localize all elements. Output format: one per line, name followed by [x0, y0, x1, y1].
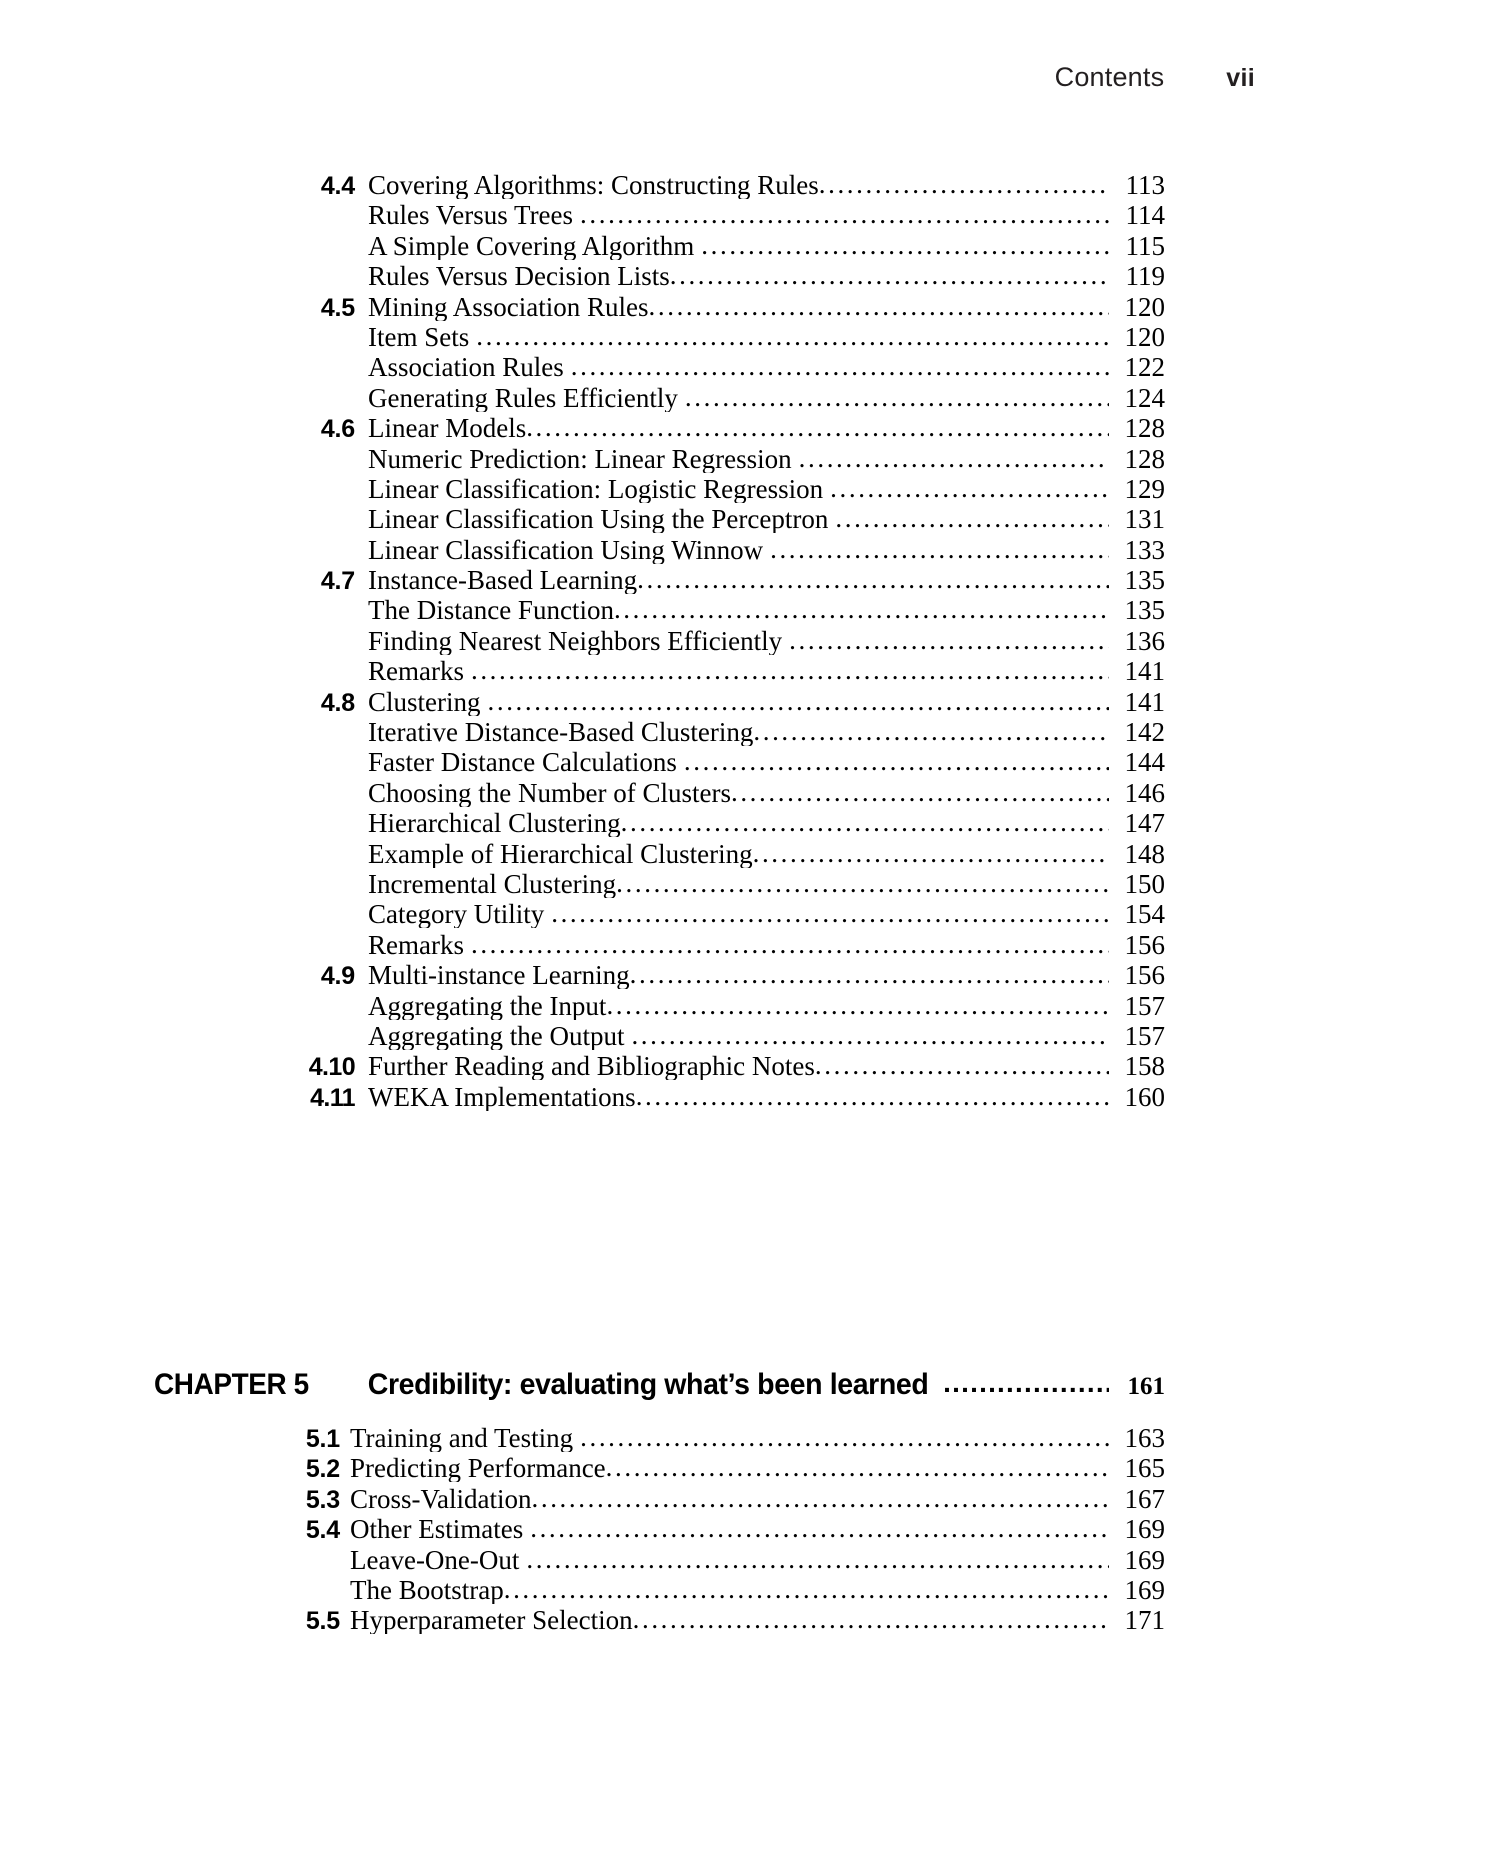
toc-entry-body: [355, 263, 1165, 290]
toc-entry-page-number: 165: [1124, 1455, 1165, 1483]
chapter-title-wrap: [320, 1368, 1165, 1402]
dot-leader: [471, 658, 1109, 684]
toc-entry[interactable]: [0, 1516, 1165, 1546]
toc-entry[interactable]: [0, 658, 1165, 688]
running-head-label: Contents: [1054, 62, 1165, 92]
toc-entry-body: [355, 385, 1165, 412]
dot-leader: [753, 841, 1109, 867]
toc-entry[interactable]: [0, 415, 1165, 445]
toc-entry-title: Predicting Performance: [350, 1455, 606, 1483]
toc-entry-title: The Bootstrap: [350, 1576, 504, 1604]
toc-entry-page-number: 167: [1124, 1485, 1165, 1513]
toc-entry-page-number: 157: [1124, 1022, 1165, 1050]
dot-leader: [789, 628, 1109, 654]
dot-leader: [701, 233, 1109, 259]
toc-entry-number: 5.3: [305, 1485, 340, 1514]
dot-leader: [636, 1084, 1109, 1110]
toc-entry[interactable]: [0, 871, 1165, 901]
toc-entry-title: Multi-instance Learning: [368, 962, 630, 990]
toc-entry-body: [355, 202, 1165, 229]
toc-entry-page-number: 136: [1124, 627, 1165, 655]
toc-entry[interactable]: [0, 202, 1165, 232]
toc-entry-body: [355, 993, 1165, 1020]
toc-entry-body: [340, 1607, 1165, 1634]
toc-entry-page-number: 157: [1124, 992, 1165, 1020]
toc-entry-page-number: 131: [1124, 506, 1165, 534]
dot-leader: [580, 1425, 1109, 1451]
dot-leader: [835, 506, 1109, 532]
toc-entry[interactable]: [0, 749, 1165, 779]
toc-entry-number: 4.4: [320, 172, 355, 200]
toc-entry-body: [355, 233, 1165, 260]
toc-entry[interactable]: [0, 962, 1165, 992]
toc-entry-number: 4.9: [320, 962, 355, 991]
dot-leader: [637, 567, 1109, 593]
toc-entry-title: Instance-Based Learning: [368, 567, 638, 595]
toc-entry-title: Rules Versus Trees: [368, 202, 574, 230]
toc-entry-body: [355, 294, 1165, 321]
toc-entry-body: [355, 415, 1165, 442]
toc-entry-page-number: 158: [1124, 1053, 1165, 1081]
toc-entry-number: 4.11: [310, 1083, 355, 1112]
toc-entry-body: [355, 324, 1165, 351]
toc-entry-page-number: 135: [1124, 597, 1165, 625]
toc-entry-title: WEKA Implementations: [368, 1083, 636, 1111]
toc-entry[interactable]: [0, 901, 1165, 931]
toc-entry-body: [355, 658, 1165, 685]
dot-leader: [530, 1516, 1109, 1542]
toc-entry[interactable]: [0, 932, 1165, 962]
toc-entry-body: [340, 1516, 1165, 1543]
toc-entry-title: Hyperparameter Selection: [350, 1607, 633, 1635]
chapter-heading-row[interactable]: [0, 1368, 1165, 1402]
toc-entry-title: Mining Association Rules: [368, 293, 649, 321]
toc-entry-page-number: 169: [1124, 1516, 1165, 1544]
toc-entry[interactable]: [0, 1425, 1165, 1455]
toc-entry[interactable]: [0, 263, 1165, 293]
toc-entry[interactable]: [0, 1084, 1165, 1114]
toc-entry[interactable]: [0, 1455, 1165, 1485]
toc-entry-number: 5.1: [305, 1425, 340, 1453]
running-head: [0, 62, 1255, 93]
toc-entry-title: Cross-Validation: [350, 1485, 532, 1513]
toc-entry-page-number: 154: [1124, 901, 1165, 929]
toc-entry-number: 5.4: [305, 1516, 340, 1545]
toc-entry[interactable]: [0, 172, 1165, 202]
chapter-page-number: 161: [1127, 1373, 1165, 1400]
toc-entry-page-number: 141: [1124, 688, 1165, 716]
toc-entry-title: Finding Nearest Neighbors Efficiently: [368, 627, 783, 655]
toc-entry-title: Other Estimates: [350, 1516, 524, 1544]
toc-entry-title: Linear Classification: Logistic Regression: [368, 475, 824, 503]
dot-leader: [830, 476, 1109, 502]
toc-entry-page-number: 124: [1124, 384, 1165, 412]
toc-entry-page-number: 128: [1124, 445, 1165, 473]
toc-entry-page-number: 119: [1125, 263, 1165, 291]
toc-entry-title: Item Sets: [368, 323, 470, 351]
dot-leader: [476, 324, 1109, 350]
dot-leader: [621, 810, 1109, 836]
toc-entry-page-number: 169: [1124, 1546, 1165, 1574]
dot-leader: [526, 415, 1109, 441]
toc-entry[interactable]: [0, 233, 1165, 263]
toc-entry-page-number: 163: [1124, 1425, 1165, 1452]
dot-leader: [616, 871, 1109, 897]
toc-entry-body: [355, 841, 1165, 868]
toc-entry-page-number: 148: [1124, 840, 1165, 868]
toc-entry-body: [355, 962, 1165, 989]
toc-entry[interactable]: [0, 294, 1165, 324]
toc-entry-body: [355, 172, 1165, 199]
toc-entry-title: Training and Testing: [350, 1425, 574, 1452]
dot-leader: [630, 962, 1109, 988]
toc-entry[interactable]: [0, 689, 1165, 719]
toc-entry-body: [340, 1455, 1165, 1482]
toc-entry[interactable]: [0, 628, 1165, 658]
toc-entry[interactable]: [0, 506, 1165, 536]
toc-entry-title: Iterative Distance-Based Clustering: [368, 719, 754, 747]
toc-entry-body: [355, 749, 1165, 776]
toc-entry-title: Category Utility: [368, 901, 545, 929]
page-folio: vii: [1226, 64, 1255, 92]
toc-entry-number: 5.5: [305, 1607, 340, 1636]
dot-leader: [606, 993, 1109, 1019]
toc-entry-page-number: 156: [1124, 962, 1165, 990]
chapter-number-label: CHAPTER 5: [154, 1368, 309, 1401]
toc-entry-number: 4.5: [320, 293, 355, 322]
dot-leader: [943, 1368, 1109, 1399]
toc-entry[interactable]: [0, 780, 1165, 810]
toc-entry[interactable]: [0, 385, 1165, 415]
toc-entry-number: 4.8: [320, 688, 355, 717]
toc-entry-body: [340, 1577, 1165, 1604]
toc-entry-body: [355, 719, 1165, 746]
toc-entry[interactable]: [0, 537, 1165, 567]
toc-entry-title: Generating Rules Efficiently: [368, 384, 678, 412]
toc-entry-number: 4.10: [308, 1053, 355, 1082]
toc-entry-page-number: 128: [1124, 415, 1165, 443]
toc-entry-body: [355, 1023, 1165, 1050]
toc-entry-body: [355, 537, 1165, 564]
toc-entry-title: Leave-One-Out: [350, 1546, 520, 1574]
dot-leader: [685, 385, 1109, 411]
dot-leader: [670, 263, 1109, 289]
toc-entry-body: [355, 932, 1165, 959]
toc-entry-title: Linear Classification Using the Perceptron: [368, 506, 829, 534]
toc-entry-page-number: 129: [1124, 475, 1165, 503]
dot-leader: [580, 202, 1109, 228]
dot-leader: [631, 1023, 1109, 1049]
toc-entry[interactable]: [0, 841, 1165, 871]
toc-entry[interactable]: [0, 1486, 1165, 1516]
toc-entry-number: 4.7: [320, 567, 355, 596]
dot-leader: [684, 749, 1109, 775]
toc-entry-body: [355, 689, 1165, 716]
toc-entry-body: [340, 1425, 1165, 1452]
toc-entry[interactable]: [0, 810, 1165, 840]
toc-entry-title: Linear Classification Using Winnow: [368, 536, 764, 564]
dot-leader: [614, 597, 1109, 623]
toc-entry-body: [355, 810, 1165, 837]
toc-entry-body: [355, 354, 1165, 381]
toc-entry-page-number: 150: [1124, 870, 1165, 898]
toc-entry-title: Clustering: [368, 688, 481, 716]
dot-leader: [504, 1577, 1109, 1603]
dot-leader: [526, 1547, 1109, 1573]
toc-entry-title: Choosing the Number of Clusters: [368, 779, 731, 807]
dot-leader: [606, 1455, 1109, 1481]
toc-entry-page-number: 135: [1124, 567, 1165, 595]
toc-entry-body: [340, 1486, 1165, 1513]
toc-chapter-5-entries: [0, 1425, 1500, 1638]
toc-entry-title: Numeric Prediction: Linear Regression: [368, 445, 792, 473]
toc-entry-page-number: 114: [1125, 202, 1165, 230]
chapter-title: Credibility: evaluating what’s been learned: [367, 1368, 929, 1401]
dot-leader: [753, 719, 1109, 745]
toc-entry-body: [355, 628, 1165, 655]
toc-entry-body: [340, 1547, 1165, 1574]
toc-entry-page-number: 122: [1124, 354, 1165, 382]
dot-leader: [819, 172, 1109, 198]
dot-leader: [551, 901, 1109, 927]
toc-entry-page-number: 147: [1124, 810, 1165, 838]
toc-entry-title: Hierarchical Clustering: [368, 810, 621, 838]
toc-entry-page-number: 113: [1125, 172, 1165, 199]
toc-entry[interactable]: [0, 1023, 1165, 1053]
toc-entry-title: Aggregating the Output: [368, 1022, 625, 1050]
toc-entry-page-number: 133: [1124, 536, 1165, 564]
toc-entry-title: Further Reading and Bibliographic Notes: [368, 1053, 815, 1081]
toc-entry-title: Association Rules: [368, 354, 564, 382]
toc-entry[interactable]: [0, 1577, 1165, 1607]
toc-entry-title: Rules Versus Decision Lists: [368, 263, 670, 291]
toc-entry-title: Covering Algorithms: Constructing Rules: [368, 172, 819, 199]
toc-entry-body: [355, 1053, 1165, 1080]
toc-entry[interactable]: [0, 446, 1165, 476]
toc-entry-title: Remarks: [368, 658, 464, 686]
toc-entry[interactable]: [0, 324, 1165, 354]
toc-entry-body: [355, 1084, 1165, 1111]
toc-entry[interactable]: [0, 719, 1165, 749]
toc-entry-title: Incremental Clustering: [368, 870, 617, 898]
toc-entry[interactable]: [0, 476, 1165, 506]
toc-entry-body: [355, 901, 1165, 928]
dot-leader: [488, 689, 1110, 715]
toc-entry[interactable]: [0, 1547, 1165, 1577]
dot-leader: [649, 294, 1109, 320]
toc-entry-title: Faster Distance Calculations: [368, 749, 677, 777]
toc-entry-page-number: 171: [1124, 1607, 1165, 1635]
toc-entry-title: The Distance Function: [368, 597, 614, 625]
dot-leader: [799, 446, 1109, 472]
toc-entry-body: [355, 476, 1165, 503]
toc-entry-page-number: 144: [1124, 749, 1165, 777]
toc-entry[interactable]: [0, 993, 1165, 1023]
dot-leader: [731, 780, 1109, 806]
toc-entry-number: 5.2: [305, 1455, 340, 1484]
toc-entry-body: [355, 871, 1165, 898]
toc-entry-page-number: 141: [1124, 658, 1165, 686]
toc-entry[interactable]: [0, 1053, 1165, 1083]
toc-entry-title: Example of Hierarchical Clustering: [368, 840, 753, 868]
toc-entry-page-number: 142: [1124, 719, 1165, 747]
toc-entry-page-number: 120: [1124, 323, 1165, 351]
toc-chapter-4-entries: [0, 172, 1500, 1114]
toc-entry-page-number: 169: [1124, 1576, 1165, 1604]
toc-entry-page-number: 160: [1124, 1083, 1165, 1111]
toc-entry[interactable]: [0, 354, 1165, 384]
dot-leader: [633, 1607, 1109, 1633]
toc-entry-page-number: 120: [1124, 293, 1165, 321]
dot-leader: [471, 932, 1109, 958]
toc-entry[interactable]: [0, 597, 1165, 627]
toc-entry-page-number: 115: [1125, 232, 1165, 260]
toc-entry-title: Aggregating the Input: [368, 992, 607, 1020]
toc-entry[interactable]: [0, 1607, 1165, 1637]
dot-leader: [532, 1486, 1110, 1512]
toc-entry-body: [355, 780, 1165, 807]
toc-entry-body: [355, 446, 1165, 473]
toc-entry-number: 4.6: [320, 415, 355, 444]
toc-entry-title: Remarks: [368, 931, 464, 959]
toc-entry-title: A Simple Covering Algorithm: [368, 232, 695, 260]
dot-leader: [770, 537, 1109, 563]
toc-entry[interactable]: [0, 567, 1165, 597]
toc-entry-page-number: 146: [1124, 779, 1165, 807]
toc-entry-body: [355, 506, 1165, 533]
dot-leader: [571, 354, 1109, 380]
dot-leader: [815, 1053, 1109, 1079]
toc-entry-title: Linear Models: [368, 415, 527, 443]
toc-entry-body: [355, 567, 1165, 594]
toc-entry-body: [355, 597, 1165, 624]
toc-entry-page-number: 156: [1124, 931, 1165, 959]
